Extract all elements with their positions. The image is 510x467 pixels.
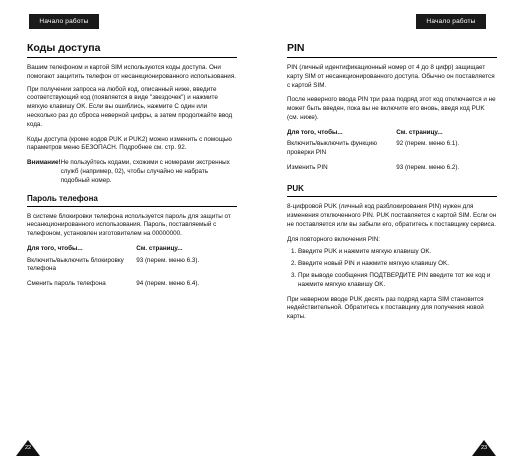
page-number-text: 23 bbox=[480, 445, 488, 451]
table-header-row bbox=[287, 129, 497, 141]
section-title-puk: PUK bbox=[287, 184, 304, 194]
table-row bbox=[27, 257, 237, 280]
section-rule bbox=[27, 206, 237, 207]
table-col-header: Для того, чтобы... bbox=[287, 128, 343, 136]
table-cell: 94 (перем. меню 6.4). bbox=[136, 279, 200, 287]
list-item: 2. Введите новый PIN и нажмите мягкую клавишу OK. bbox=[298, 260, 497, 269]
table-header-row bbox=[27, 245, 237, 257]
table-col-header: См. страницу... bbox=[136, 244, 183, 252]
pin-lock-paragraph: После неверного ввода PIN три раза подряд этот код отключается и не может быть введен, пока вы не включите его вновь, введя код PUK (см. ниже). bbox=[287, 96, 496, 121]
table-row bbox=[287, 140, 497, 163]
intro-paragraph: Вашим телефоном и картой SIM используются коды доступа. Они помогают защитить телефон от несанкционированного использования. bbox=[27, 64, 236, 80]
warning-text: Не пользуйтесь кодами, схожими с номерами экстренных служб (например, 02), чтобы случайно не набрать подобный номер. bbox=[60, 159, 230, 184]
table-cell: 93 (перем. меню 6.3). bbox=[136, 256, 200, 264]
pin-table bbox=[287, 129, 497, 178]
table-cell: Включить/выключить блокировку телефона bbox=[27, 256, 124, 273]
page-number-text: 22 bbox=[24, 445, 32, 451]
phone-password-table bbox=[27, 245, 237, 294]
header-tab-right: Начало работы bbox=[416, 14, 486, 29]
table-cell: 93 (перем. меню 6.2). bbox=[396, 163, 460, 171]
section-rule bbox=[287, 196, 497, 197]
change-codes-paragraph: Коды доступа (кроме кодов PUK и PUK2) можно изменить с помощью параметров меню БЕЗОПАСН. Подробнее см. стр. 92. bbox=[27, 135, 232, 152]
right-page bbox=[287, 42, 497, 328]
puk-warning-paragraph: При неверном вводе PUK десять раз подряд карта SIM становится недействительной. Обратитесь к поставщику для получения новой карты. bbox=[287, 295, 484, 321]
header-tab-left: Начало работы bbox=[29, 14, 99, 29]
table-row bbox=[287, 164, 497, 179]
pin-paragraph: PIN (личный идентификационный номер от 4 до 8 цифр) защищает карту SIM от несанкционированного доступа. Обычно он поставляется с картой SIM. bbox=[287, 64, 495, 89]
section-title-phone-password: Пароль телефона bbox=[27, 193, 98, 203]
page-title-pin: PIN bbox=[287, 42, 305, 54]
page-number-right bbox=[472, 440, 496, 456]
list-item: 3. При выводе сообщения ПОДТВЕРДИТЕ PIN введите тот же код и нажмите мягкую клавишу OK. bbox=[298, 272, 497, 290]
restore-steps bbox=[287, 248, 497, 289]
title-rule bbox=[27, 57, 237, 58]
page-title-access-codes: Коды доступа bbox=[27, 42, 101, 54]
table-row bbox=[27, 280, 237, 295]
table-cell: 92 (перем. меню 6.1). bbox=[396, 140, 460, 148]
table-col-header: Для того, чтобы... bbox=[27, 244, 83, 252]
restore-label: Для повторного включения PIN: bbox=[287, 235, 381, 243]
entry-paragraph: При получении запроса на любой код, описанный ниже, введите соответствующий код (появляется в виде "звездочек") и нажмите мягкую клавишу OK. Если вы ошиблись, нажмите C один или несколько раз до сброса неверной цифры, а затем продолжайте ввод кода. bbox=[27, 85, 233, 128]
warning-note bbox=[27, 159, 237, 185]
table-cell: Изменить PIN bbox=[287, 163, 328, 171]
table-cell: Сменить пароль телефона bbox=[27, 279, 106, 287]
list-item: 1. Введите PUK и нажмите мягкую клавишу OK. bbox=[298, 248, 497, 257]
table-col-header: См. страницу... bbox=[396, 128, 443, 136]
puk-paragraph: 8-цифровой PUK (личный код разблокирования PIN) нужен для изменения отключенного PIN. PUK поставляется с картой SIM. Если он не поставляется или вы забыли его, обратитесь к поставщику сервиса. bbox=[287, 203, 497, 228]
title-rule bbox=[287, 57, 497, 58]
page-number-left bbox=[16, 440, 40, 456]
left-page bbox=[27, 42, 237, 300]
phone-password-paragraph: В системе блокировки телефона используется пароль для защиты от несанкционированного использования. Пароль, поставляемый с телефоном, установлен изготовителем на 00000000. bbox=[27, 212, 231, 238]
table-cell: Включить/выключить функцию проверки PIN bbox=[287, 140, 378, 156]
warning-label: Внимание! bbox=[27, 159, 61, 167]
